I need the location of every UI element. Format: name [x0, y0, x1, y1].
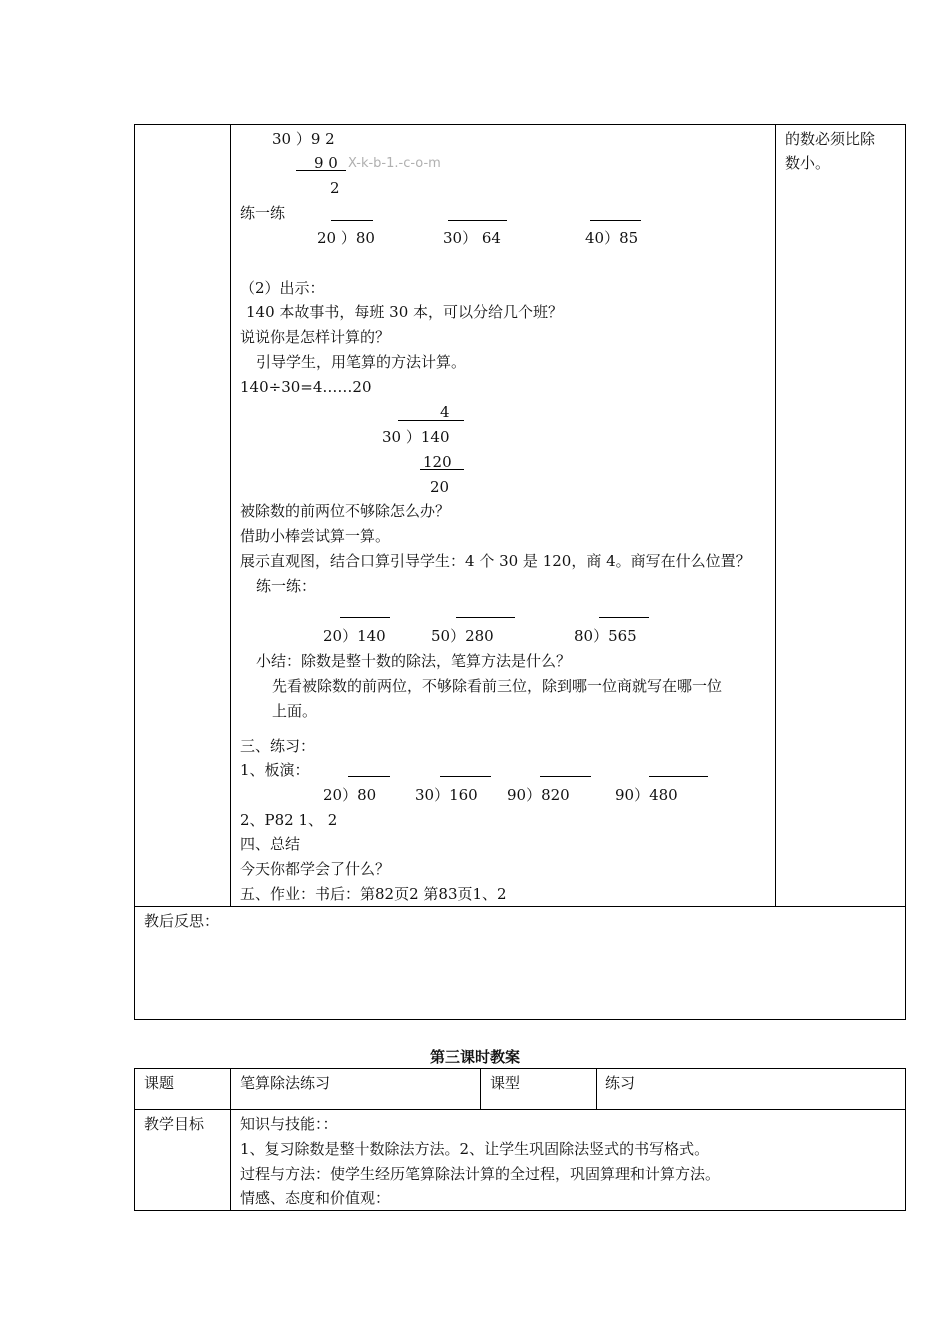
question-3: 展示直观图，结合口算引导学生：4 个 30 是 120，商 4。商写在什么位置？: [240, 552, 751, 570]
board-item-3: 90）820: [507, 786, 570, 804]
div2-product-line: [420, 469, 464, 470]
summary-answer-2: 上面。: [272, 702, 318, 720]
reflection-label: 教后反思：: [144, 912, 220, 930]
lesson3-goal-4: 情感、态度和价值观：: [240, 1189, 391, 1207]
top-table-col2: [775, 124, 776, 906]
lesson3-title: 第三课时教案: [429, 1048, 520, 1066]
practice2-label: 练一练：: [256, 577, 317, 595]
div1-divisor: 30 ）9 2: [272, 130, 335, 148]
watermark: X-k-b-1.-c-o-m: [348, 156, 441, 171]
top-table-border-right: [905, 124, 906, 1019]
practice2-line-3: [599, 617, 649, 618]
summary-answer-1: 先看被除数的前两位，不够除看前三位，除到哪一位商就写在哪一位: [272, 677, 723, 695]
homework-line: 五、作业：书后：第82页2 第83页1、2: [240, 885, 507, 903]
section2-equation: 140÷30=4……20: [240, 378, 372, 396]
board-item-2: 30）160: [415, 786, 478, 804]
lesson3-type: 练习: [605, 1074, 636, 1092]
practice1-item-2: 30） 64: [443, 229, 501, 247]
top-table-col1: [230, 124, 231, 906]
top-table-border-left: [134, 124, 135, 1019]
section4-heading: 四、总结: [240, 835, 301, 853]
top-table-divider: [134, 906, 906, 907]
section2-problem: 140 本故事书，每班 30 本，可以分给几个班？: [246, 303, 564, 321]
lesson3-table-border-right: [905, 1068, 906, 1210]
lesson3-table-border-bottom: [134, 1210, 906, 1211]
lesson3-table-border-left: [134, 1068, 135, 1210]
section3-heading: 三、练习：: [240, 737, 316, 755]
lesson3-table-col3: [596, 1068, 597, 1109]
lesson3-topic-label: 课题: [144, 1074, 175, 1092]
practice1-label: 练一练: [240, 204, 286, 222]
div1-remainder: 2: [330, 179, 340, 197]
lesson3-type-label: 课型: [490, 1074, 521, 1092]
practice2-item-1: 20）140: [323, 627, 386, 645]
board-item-1: 20）80: [323, 786, 377, 804]
practice1-line-1: [331, 220, 373, 221]
practice1-item-1: 20 ）80: [317, 229, 375, 247]
board-label: 1、板演：: [240, 761, 310, 779]
practice2-item-3: 80）565: [574, 627, 637, 645]
lesson3-table-col1: [230, 1068, 231, 1210]
lesson3-goal-1: 知识与技能：：: [240, 1115, 338, 1133]
p82-line: 2、P82 1、 2: [240, 811, 338, 829]
board-line-3: [540, 776, 591, 777]
lesson3-table-col2: [480, 1068, 481, 1109]
lesson3-table-row-divider: [134, 1109, 906, 1110]
div2-remainder: 20: [430, 478, 450, 496]
board-line-2: [440, 776, 491, 777]
lesson3-goal-label: 教学目标: [144, 1115, 205, 1133]
summary-question: 小结：除数是整十数的除法，笔算方法是什么？: [256, 652, 572, 670]
lesson3-goal-3: 过程与方法：使学生经历笔算除法计算的全过程，巩固算理和计算方法。: [240, 1165, 721, 1183]
practice2-line-1: [340, 617, 390, 618]
section2-show: （2）出示：: [240, 279, 325, 297]
lesson3-topic: 笔算除法练习: [240, 1074, 331, 1092]
board-line-1: [348, 776, 390, 777]
practice2-line-2: [456, 617, 515, 618]
right-note-line2: 数小。: [785, 154, 831, 172]
div2-quotient: 4: [440, 403, 450, 421]
div2-bracket-line: [398, 420, 464, 421]
practice1-line-3: [590, 220, 641, 221]
div2-product: 120: [423, 453, 452, 471]
board-item-4: 90）480: [615, 786, 678, 804]
question-1: 被除数的前两位不够除怎么办？: [240, 502, 451, 520]
practice1-line-2: [448, 220, 507, 221]
practice2-item-2: 50）280: [431, 627, 494, 645]
lesson3-table-border-top: [134, 1068, 906, 1069]
div1-product: 9 0: [314, 154, 338, 172]
top-table-border-bottom: [134, 1019, 906, 1020]
top-table-border-top: [134, 124, 906, 125]
today-question: 今天你都学会了什么？: [240, 860, 391, 878]
question-2: 借助小棒尝试算一算。: [240, 527, 391, 545]
div2-divisor: 30 ）140: [382, 428, 450, 446]
practice1-item-3: 40）85: [585, 229, 639, 247]
lesson3-goal-2: 1、复习除数是整十数除法方法。2、让学生巩固除法竖式的书写格式。: [240, 1140, 710, 1158]
section2-guide: 引导学生，用笔算的方法计算。: [256, 353, 467, 371]
right-note-line1: 的数必须比除: [785, 130, 876, 148]
section2-ask: 说说你是怎样计算的？: [240, 328, 391, 346]
board-line-4: [649, 776, 708, 777]
